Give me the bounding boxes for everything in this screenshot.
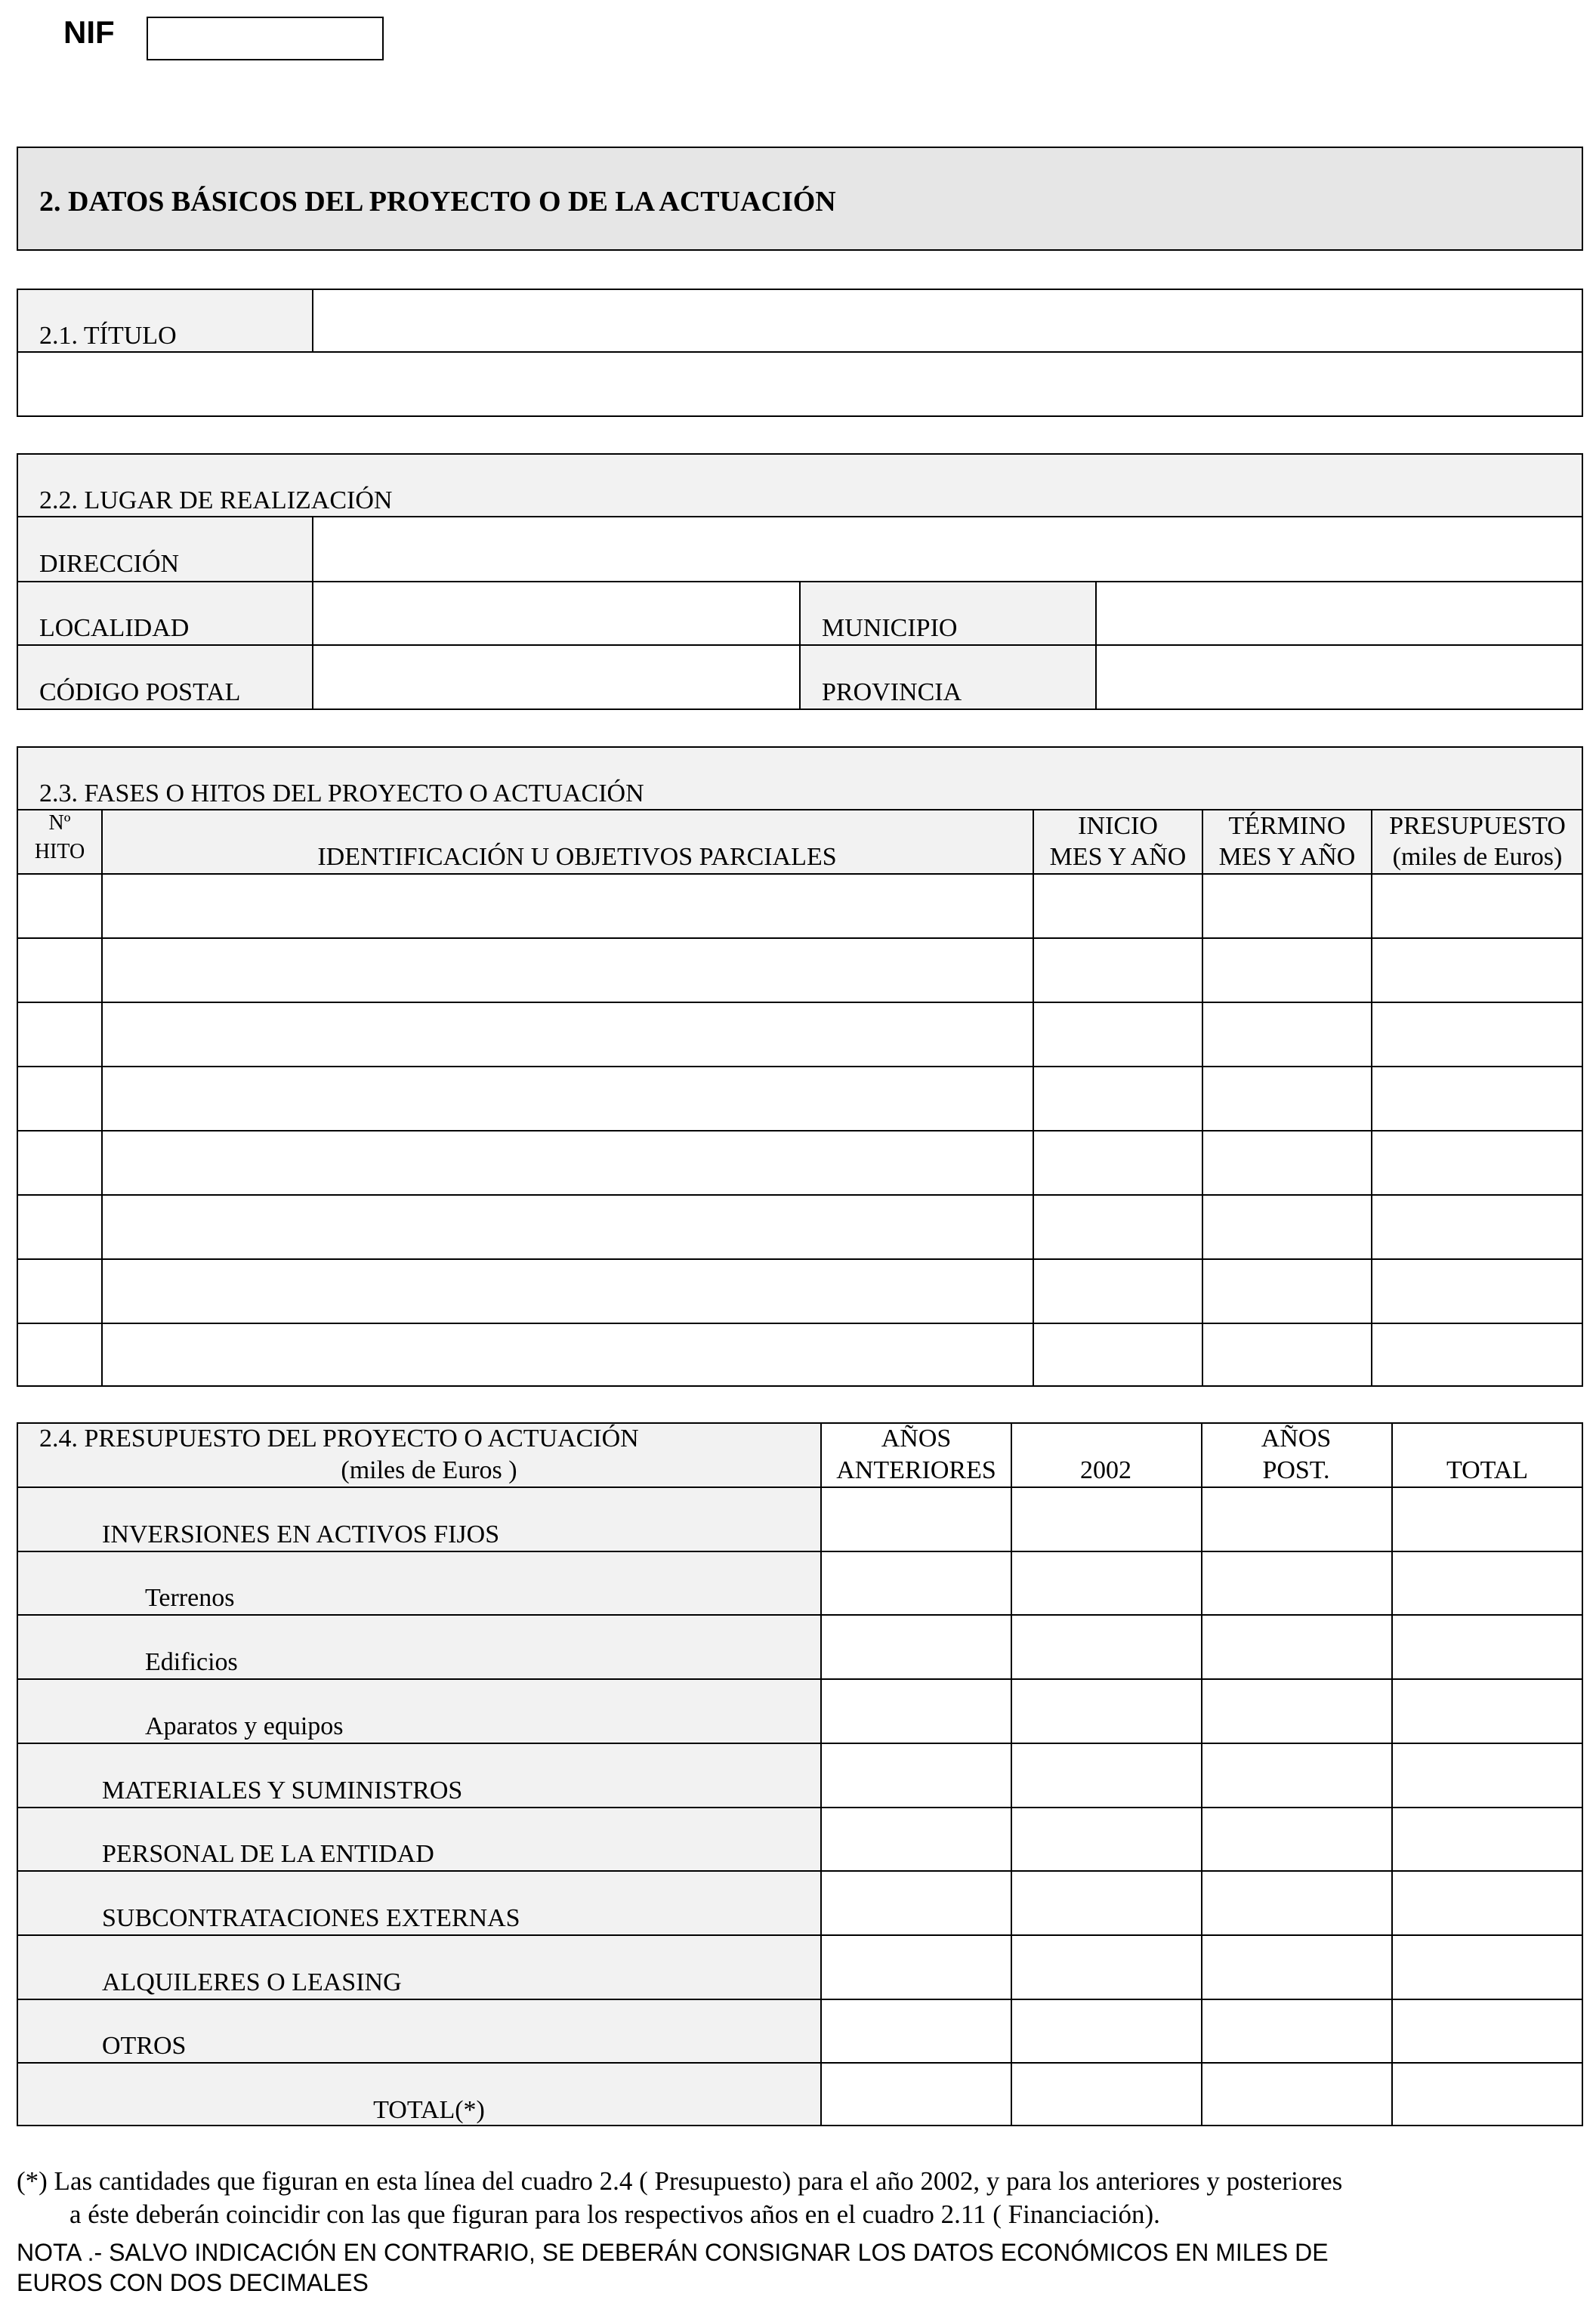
footnote-line-2: a éste deberán coincidir con las que figuran para los respectivos años en el cuadro 2.11 ( Financiación).: [69, 2200, 1160, 2229]
fase-hito-cell[interactable]: [18, 1261, 101, 1322]
fase-hito-cell[interactable]: [18, 1325, 101, 1386]
terrenos-2002-cell[interactable]: [1013, 1553, 1200, 1613]
row-label-otros: OTROS: [102, 2032, 187, 2060]
fase-hito-cell[interactable]: [18, 1132, 101, 1193]
codigo-postal-input[interactable]: [314, 647, 798, 709]
presupuesto-title-1: 2.4. PRESUPUESTO DEL PROYECTO O ACTUACIÓN: [39, 1425, 639, 1453]
edificios-2002-cell[interactable]: [1013, 1616, 1200, 1678]
col-inicio-label-2: MES Y AÑO: [1049, 843, 1187, 871]
personal-post-cell[interactable]: [1203, 1809, 1391, 1869]
personal-2002-cell[interactable]: [1013, 1809, 1200, 1869]
fase-inicio-cell[interactable]: [1035, 940, 1202, 1001]
fase-termino-cell[interactable]: [1204, 940, 1371, 1001]
terrenos-anteriores-cell[interactable]: [823, 1553, 1010, 1613]
col-termino-label-1: TÉRMINO: [1228, 812, 1346, 840]
materiales-anteriores-cell[interactable]: [823, 1745, 1010, 1806]
terrenos-post-cell[interactable]: [1203, 1553, 1391, 1613]
edificios-post-cell[interactable]: [1203, 1616, 1391, 1678]
alquileres-total-cell[interactable]: [1394, 1937, 1582, 1998]
aparatos-post-cell[interactable]: [1203, 1681, 1391, 1742]
fase-termino-cell[interactable]: [1204, 1068, 1371, 1129]
edificios-anteriores-cell[interactable]: [823, 1616, 1010, 1678]
inversiones-anteriores-cell[interactable]: [823, 1489, 1010, 1550]
fase-inicio-cell[interactable]: [1035, 875, 1202, 937]
row-label-materiales: MATERIALES Y SUMINISTROS: [102, 1777, 463, 1804]
col-anos-post-1: AÑOS: [1261, 1425, 1332, 1453]
fase-hito-cell[interactable]: [18, 940, 101, 1001]
fase-ident-cell[interactable]: [103, 1132, 1033, 1193]
otros-2002-cell[interactable]: [1013, 2001, 1200, 2061]
edificios-total-cell[interactable]: [1394, 1616, 1582, 1678]
aparatos-anteriores-cell[interactable]: [823, 1681, 1010, 1742]
col-termino-label-2: MES Y AÑO: [1218, 843, 1356, 871]
lugar-title: 2.2. LUGAR DE REALIZACIÓN: [39, 486, 393, 514]
fase-termino-cell[interactable]: [1204, 1325, 1371, 1386]
col-anos-post-2: POST.: [1262, 1456, 1330, 1484]
otros-anteriores-cell[interactable]: [823, 2001, 1010, 2061]
col-total: TOTAL: [1446, 1456, 1529, 1484]
total-total-cell[interactable]: [1394, 2064, 1582, 2126]
direccion-input[interactable]: [314, 518, 1582, 580]
fase-hito-cell[interactable]: [18, 875, 101, 937]
personal-total-cell[interactable]: [1394, 1809, 1582, 1869]
col-anos-anteriores-2: ANTERIORES: [836, 1456, 996, 1484]
inversiones-post-cell[interactable]: [1203, 1489, 1391, 1550]
titulo-input-2[interactable]: [18, 353, 1582, 415]
inversiones-total-cell[interactable]: [1394, 1489, 1582, 1550]
nif-label: NIF: [63, 14, 115, 50]
materiales-total-cell[interactable]: [1394, 1745, 1582, 1806]
fase-presupuesto-cell[interactable]: [1373, 1325, 1582, 1386]
fase-termino-cell[interactable]: [1204, 1196, 1371, 1258]
materiales-2002-cell[interactable]: [1013, 1745, 1200, 1806]
fase-presupuesto-cell[interactable]: [1373, 875, 1582, 937]
subcontrataciones-2002-cell[interactable]: [1013, 1872, 1200, 1934]
provincia-label: PROVINCIA: [822, 678, 962, 706]
row-label-aparatos: Aparatos y equipos: [145, 1712, 344, 1740]
titulo-input-1[interactable]: [314, 290, 1582, 350]
fase-hito-cell[interactable]: [18, 1068, 101, 1129]
fase-hito-cell[interactable]: [18, 1004, 101, 1065]
subcontrataciones-anteriores-cell[interactable]: [823, 1872, 1010, 1934]
fases-title: 2.3. FASES O HITOS DEL PROYECTO O ACTUACIÓN: [39, 780, 644, 807]
materiales-post-cell[interactable]: [1203, 1745, 1391, 1806]
otros-total-cell[interactable]: [1394, 2001, 1582, 2061]
codigo-postal-label: CÓDIGO POSTAL: [39, 678, 241, 706]
municipio-label: MUNICIPIO: [822, 614, 958, 642]
fase-presupuesto-cell[interactable]: [1373, 1132, 1582, 1193]
localidad-label: LOCALIDAD: [39, 614, 190, 642]
row-label-alquileres: ALQUILERES O LEASING: [102, 1968, 402, 1996]
terrenos-total-cell[interactable]: [1394, 1553, 1582, 1613]
nif-input[interactable]: [147, 17, 384, 60]
col-hito-label-2: HITO: [34, 840, 85, 863]
titulo-label: 2.1. TÍTULO: [39, 322, 177, 350]
personal-anteriores-cell[interactable]: [823, 1809, 1010, 1869]
localidad-input[interactable]: [314, 583, 798, 644]
fase-ident-cell[interactable]: [103, 1325, 1033, 1386]
fase-presupuesto-cell[interactable]: [1373, 1004, 1582, 1065]
col-2002: 2002: [1080, 1456, 1131, 1484]
fase-presupuesto-cell[interactable]: [1373, 1261, 1582, 1322]
aparatos-total-cell[interactable]: [1394, 1681, 1582, 1742]
col-anos-anteriores-1: AÑOS: [881, 1425, 952, 1453]
municipio-input[interactable]: [1097, 583, 1582, 644]
otros-post-cell[interactable]: [1203, 2001, 1391, 2061]
fase-ident-cell[interactable]: [103, 875, 1033, 937]
fase-inicio-cell[interactable]: [1035, 1325, 1202, 1386]
fase-termino-cell[interactable]: [1204, 1004, 1371, 1065]
fase-inicio-cell[interactable]: [1035, 1196, 1202, 1258]
fase-presupuesto-cell[interactable]: [1373, 940, 1582, 1001]
col-inicio-label-1: INICIO: [1078, 812, 1158, 840]
aparatos-2002-cell[interactable]: [1013, 1681, 1200, 1742]
alquileres-2002-cell[interactable]: [1013, 1937, 1200, 1998]
row-label-subcontrataciones: SUBCONTRATACIONES EXTERNAS: [102, 1904, 520, 1932]
row-label-inversiones: INVERSIONES EN ACTIVOS FIJOS: [102, 1520, 500, 1548]
alquileres-post-cell[interactable]: [1203, 1937, 1391, 1998]
col-ident-label: IDENTIFICACIÓN U OBJETIVOS PARCIALES: [317, 843, 837, 871]
col-presupuesto-label-2: (miles de Euros): [1392, 843, 1563, 871]
fase-presupuesto-cell[interactable]: [1373, 1196, 1582, 1258]
fase-inicio-cell[interactable]: [1035, 1004, 1202, 1065]
direccion-label: DIRECCIÓN: [39, 550, 180, 578]
fase-inicio-cell[interactable]: [1035, 1068, 1202, 1129]
footnote-line-1: (*) Las cantidades que figuran en esta línea del cuadro 2.4 ( Presupuesto) para el año 2002, y para los anteriores y posteriores: [17, 2166, 1343, 2196]
alquileres-anteriores-cell[interactable]: [823, 1937, 1010, 1998]
fase-inicio-cell[interactable]: [1035, 1132, 1202, 1193]
subcontrataciones-total-cell[interactable]: [1394, 1872, 1582, 1934]
nota-line-1: NOTA .- SALVO INDICACIÓN EN CONTRARIO, SE DEBERÁN CONSIGNAR LOS DATOS ECONÓMICOS EN MILES DE: [17, 2239, 1329, 2266]
section-title: 2. DATOS BÁSICOS DEL PROYECTO O DE LA ACTUACIÓN: [39, 186, 836, 218]
row-label-edificios: Edificios: [145, 1648, 238, 1676]
fase-ident-cell[interactable]: [103, 1261, 1033, 1322]
inversiones-2002-cell[interactable]: [1013, 1489, 1200, 1550]
col-presupuesto-label-1: PRESUPUESTO: [1389, 812, 1566, 840]
col-hito-label-1: Nº: [48, 811, 71, 835]
row-label-total: TOTAL(*): [373, 2096, 485, 2124]
total-anteriores-cell[interactable]: [823, 2064, 1010, 2126]
row-label-terrenos: Terrenos: [145, 1584, 235, 1612]
total-post-cell[interactable]: [1203, 2064, 1391, 2126]
fase-inicio-cell[interactable]: [1035, 1261, 1202, 1322]
presupuesto-title-2: (miles de Euros ): [341, 1456, 517, 1484]
fase-ident-cell[interactable]: [103, 1004, 1033, 1065]
fase-ident-cell[interactable]: [103, 940, 1033, 1001]
fase-ident-cell[interactable]: [103, 1196, 1033, 1258]
subcontrataciones-post-cell[interactable]: [1203, 1872, 1391, 1934]
fase-termino-cell[interactable]: [1204, 875, 1371, 937]
fase-termino-cell[interactable]: [1204, 1261, 1371, 1322]
fase-presupuesto-cell[interactable]: [1373, 1068, 1582, 1129]
row-label-personal: PERSONAL DE LA ENTIDAD: [102, 1840, 434, 1868]
fase-termino-cell[interactable]: [1204, 1132, 1371, 1193]
fase-hito-cell[interactable]: [18, 1196, 101, 1258]
total-2002-cell[interactable]: [1013, 2064, 1200, 2126]
nota-line-2: EUROS CON DOS DECIMALES: [17, 2269, 369, 2296]
fase-ident-cell[interactable]: [103, 1068, 1033, 1129]
provincia-input[interactable]: [1097, 647, 1582, 709]
